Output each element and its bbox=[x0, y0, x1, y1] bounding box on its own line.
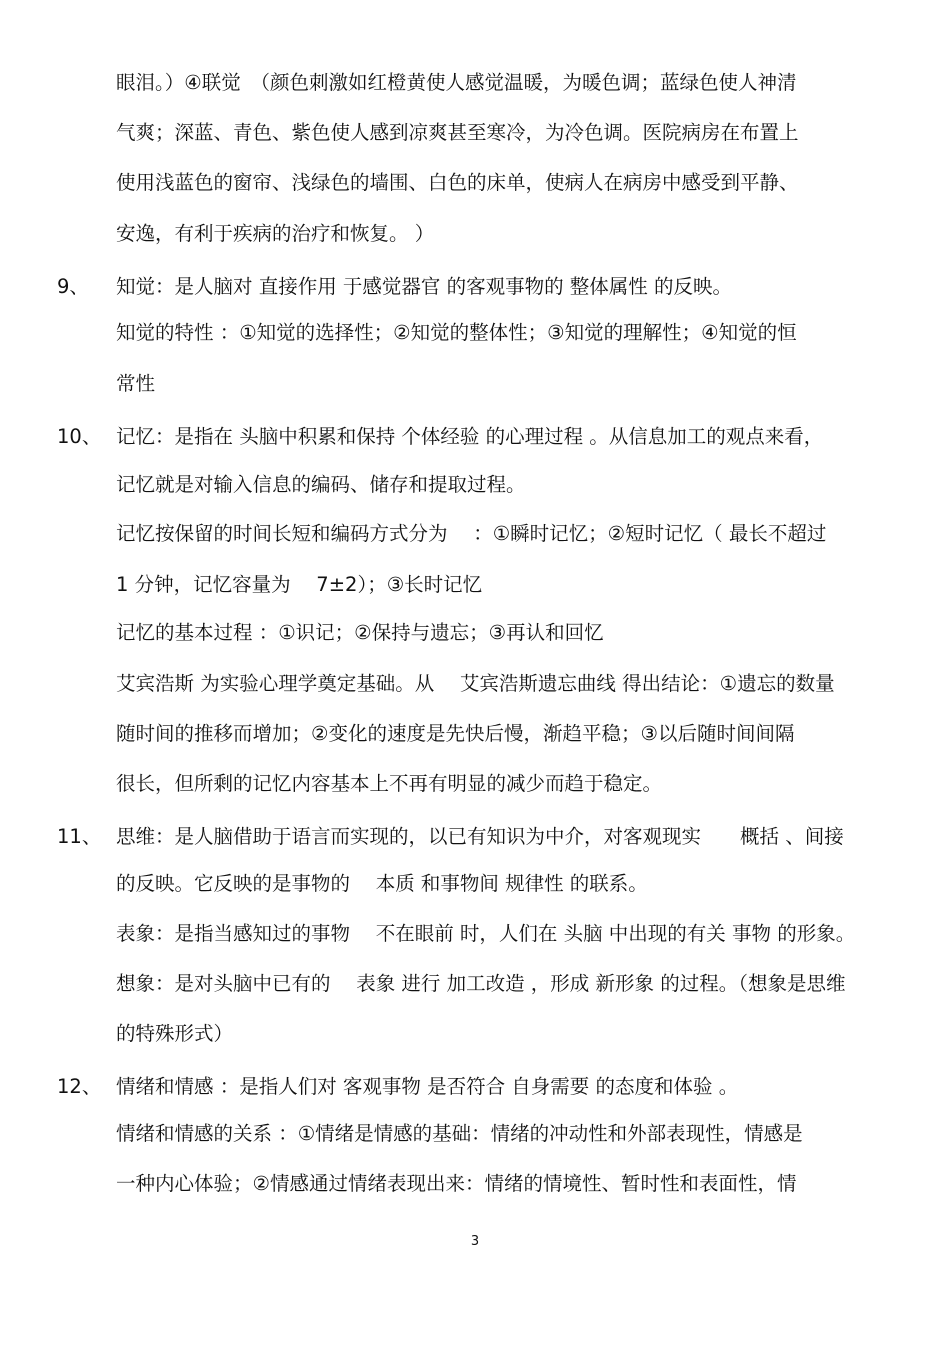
text-line: 的反映。它反映的是事物的 本质 和事物间 规律性 的联系。 bbox=[116, 872, 648, 895]
text-line: 想象：是对头脑中已有的 表象 进行 加工改造 ，形成 新形象 的过程。（想象是思维 bbox=[116, 972, 846, 995]
page-number: 3 bbox=[470, 1234, 480, 1249]
text-line: 记忆就是对输入信息的编码、储存和提取过程。 bbox=[116, 473, 526, 496]
text-line: 1 分钟，记忆容量为 7±2）；③长时记忆 bbox=[116, 573, 483, 596]
text-line: 记忆按保留的时间长短和编码方式分为 ：①瞬时记忆；②短时记忆（ 最长不超过 bbox=[116, 522, 827, 545]
text-line: 记忆：是指在 头脑中积累和保持 个体经验 的心理过程 。从信息加工的观点来看， bbox=[116, 425, 824, 448]
text-line: 很长，但所剩的记忆内容基本上不再有明显的减少而趋于稳定。 bbox=[116, 772, 663, 795]
text-line: 眼泪。）④联觉 （颜色刺激如红橙黄使人感觉温暖，为暖色调；蓝绿色使人神清 bbox=[116, 71, 797, 94]
text-line: 知觉：是人脑对 直接作用 于感觉器官 的客观事物的 整体属性 的反映。 bbox=[116, 275, 732, 298]
text-line: 气爽；深蓝、青色、紫色使人感到凉爽甚至寒冷，为冷色调。医院病房在布置上 bbox=[116, 121, 799, 144]
text-line: 一种内心体验；②情感通过情绪表现出来：情绪的情境性、暂时性和表面性，情 bbox=[116, 1172, 797, 1195]
item-number: 12、 bbox=[57, 1075, 102, 1098]
text-line: 安逸，有利于疾病的治疗和恢复。 ） bbox=[116, 222, 435, 245]
text-line: 艾宾浩斯 为实验心理学奠定基础。从 艾宾浩斯遗忘曲线 得出结论：①遗忘的数量 bbox=[116, 672, 835, 695]
item-number: 11、 bbox=[57, 825, 102, 848]
text-line: 情绪和情感 ：是指人们对 客观事物 是否符合 自身需要 的态度和体验 。 bbox=[116, 1075, 739, 1098]
item-number: 9、 bbox=[57, 275, 89, 298]
text-line: 记忆的基本过程 ：①识记；②保持与遗忘；③再认和回忆 bbox=[116, 621, 604, 644]
text-line: 情绪和情感的关系 ：①情绪是情感的基础：情绪的冲动性和外部表现性，情感是 bbox=[116, 1122, 803, 1145]
text-line: 表象：是指当感知过的事物 不在眼前 时，人们在 头脑 中出现的有关 事物 的形象。 bbox=[116, 922, 856, 945]
item-number: 10、 bbox=[57, 425, 102, 448]
text-line: 常性 bbox=[116, 372, 156, 395]
text-line: 使用浅蓝色的窗帘、浅绿色的墙围、白色的床单，使病人在病房中感受到平静、 bbox=[116, 171, 799, 194]
text-line: 随时间的推移而增加；②变化的速度是先快后慢，渐趋平稳；③以后随时间间隔 bbox=[116, 722, 795, 745]
text-line: 思维：是人脑借助于语言而实现的，以已有知识为中介，对客观现实 概括 、间接 bbox=[116, 825, 844, 848]
text-line: 的特殊形式） bbox=[116, 1022, 234, 1045]
text-line: 知觉的特性 ：①知觉的选择性；②知觉的整体性；③知觉的理解性；④知觉的恒 bbox=[116, 321, 797, 344]
